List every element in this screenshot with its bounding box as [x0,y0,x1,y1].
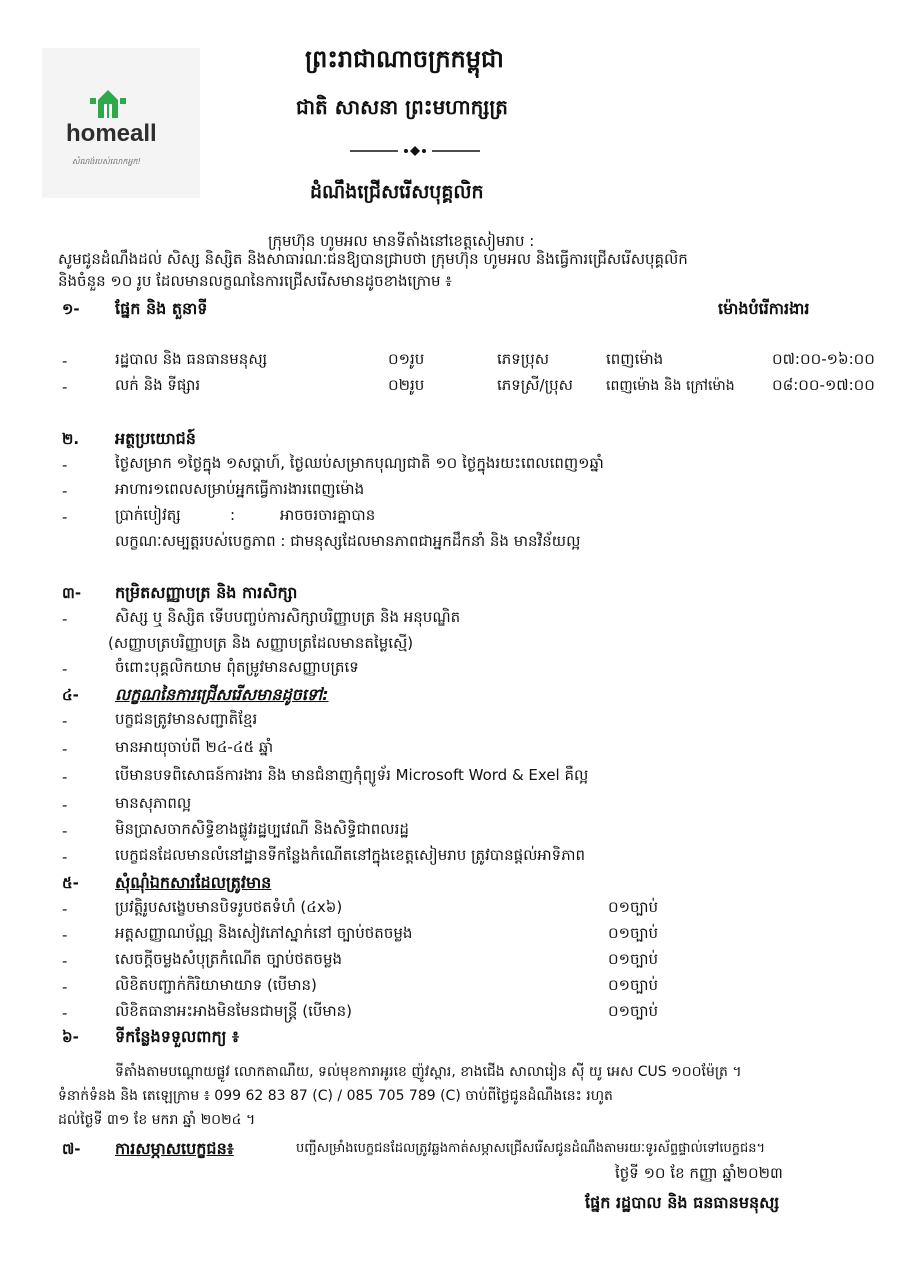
row-2-gender: ភេទស្រី/ប្រុស [497,376,573,394]
row-1-hours: ០៧:០០-១៦:០០ [772,350,875,368]
ornament-divider [350,144,480,158]
section-1-heading: ផ្នែក និង តួនាទី [115,299,208,318]
document-qty-1: ០១ច្បាប់ [608,898,659,916]
benefit-bullet-1: - [62,456,68,474]
criteria-bullet-6: - [62,848,68,866]
section-3-number: ៣- [62,584,82,602]
education-item-2: ចំពោះបុគ្គលិកយាម ពុំតម្រូវមានសញ្ញាបត្រទេ [115,658,359,676]
education-bullet-2: - [62,660,68,678]
contact-line: ទំនាក់ទំនង និង តេឡេក្រាម ៖ 099 62 83 87 (C) / 085 705 789 (C) ចាប់ពីថ្ងៃជូនដំណឹងនេះ រហូត [58,1088,613,1104]
document-qty-5: ០១ច្បាប់ [608,1002,659,1020]
working-hours-heading: ម៉ោងបំរើការងារ [718,299,810,318]
document-bullet-3: - [62,952,68,970]
logo-tagline: សំណង់របស់លោកអ្នក! [72,157,141,166]
section-6-number: ៦- [62,1028,79,1046]
document-item-1: ប្រវត្តិរូបសង្ខេបមានបិទរូបថតទំហំ (៤x៦) [115,898,343,916]
section-2-number: ២. [62,430,80,448]
row-1-type: ពេញម៉ោង [606,350,664,368]
salary-value: អាចចរចារគ្នាបាន [280,506,376,524]
document-qty-2: ០១ច្បាប់ [608,924,659,942]
intro-line-2: សូមជូនដំណឹងដល់ សិស្ស និស្សិត និងសាធារណៈជនឱ្យបានជ្រាបថា ក្រុមហ៊ុន ហូមអល និងធ្វើការជ្រើសរើសបុគ្គលិក [58,250,688,268]
document-item-3: សេចក្ដីចម្លងសំបុត្រកំណើត ច្បាប់ថតចម្លង [115,950,342,968]
criteria-item-5: មិនប្រាសចាកសិទ្ធិខាងផ្លូវរដ្ឋប្បវេណី និងសិទ្ធិជាពលរដ្ឋ [115,820,409,838]
education-item-1-sub: (សញ្ញាបត្របរិញ្ញាបត្រ និង សញ្ញាបត្រដែលមានតម្លៃស្មើ) [108,634,414,652]
salary-label: ប្រាក់បៀវត្ស [115,506,181,524]
criteria-item-4: មានសុភាពល្អ [115,794,192,812]
salary-colon: : [230,506,236,524]
criteria-bullet-1: - [62,712,68,730]
section-2-heading: អត្ថប្រយោជន៍ [115,429,196,448]
section-1-number: ១- [62,300,80,318]
benefit-bullet-2: - [62,482,68,500]
national-motto: ជាតិ សាសនា ព្រះមហាក្សត្រ [296,95,508,119]
criteria-item-6: បេក្ខជនដែលមានលំនៅដ្ឋានទីកន្លែងកំណើតនៅក្នុងខេត្តសៀមរាប ត្រូវបានផ្ដល់អាទិភាព [115,846,586,864]
interview-text: បញ្ជីសម្រាំងបេក្ខជនដែលត្រូវឆ្លងកាត់សម្ភាសជ្រើសរើសជូនដំណឹងតាមរយៈទូរស័ព្ទផ្ទាល់ទៅបេក្ខជន។ [296,1141,766,1156]
row-1-gender: ភេទប្រុស [497,350,550,368]
benefit-item-1: ថ្ងៃសម្រាក ១ថ្ងៃក្នុង ១សប្ដាហ៍, ថ្ងៃឈប់សម្រាកបុណ្យជាតិ ១០ ថ្ងៃក្នុងរយះពេលពេញ១ឆ្នាំ [115,454,604,472]
section-5-number: ៥- [62,874,79,892]
document-item-2: អត្តសញ្ញាណប័ណ្ណ និងសៀវភៅស្នាក់នៅ ច្បាប់ថតចម្លង [115,924,413,942]
logo-wordmark: homeall [66,120,157,147]
criteria-item-2: មានអាយុចាប់ពី ២៤-៤៥ ឆ្នាំ [115,738,274,756]
document-bullet-2: - [62,926,68,944]
deadline-line: ដល់ថ្ងៃទី ៣១ ខែ មករា ឆ្នាំ ២០២៤ ។ [58,1112,256,1128]
criteria-bullet-3: - [62,768,68,786]
education-bullet-1: - [62,610,68,628]
document-item-4: លិខិតបញ្ជាក់កិរិយាមាយាទ (បើមាន) [115,976,317,994]
row-1-position: រដ្ឋបាល និង ធនធានមនុស្ស [115,350,268,368]
row-2-bullet: - [62,378,68,396]
row-2-hours: ០៨:០០-១៧:០០ [772,376,875,394]
document-date: ថ្ងៃទី ១០ ខែ កញ្ញា ឆ្នាំ២០២៣ [615,1164,783,1182]
row-1-count: ០១រូប [388,350,425,368]
intro-line-3: និងចំនួន ១០ រូប ដែលមានលក្ខណនៃការជ្រើសរើសមានដូចខាងក្រោម ៖ [58,272,452,290]
education-item-1: សិស្ស ឬ និស្សិត ទើបបញ្ចប់ការសិក្សាបរិញ្ញាបត្រ និង អនុបណ្ឌិត [115,608,461,626]
section-4-number: ៤- [62,686,79,704]
application-location: ទីតាំងតាមបណ្ដោយផ្លូវ លោកតាណឺយ, ទល់មុខការាអូរខេ ញ៉ូវស្ពារ, ខាងជើង សាលារៀន ស៊ី យូ អេស CUS ១០០ម៉ែត្រ ។ [115,1064,742,1080]
section-4-heading: លក្ខណនៃការជ្រើសរើសមានដូចទៅ: [115,685,329,704]
criteria-item-3: បើមានបទពិសោធន៍ការងារ និង មានជំនាញកុំព្យូទ័រ Microsoft Word & Exel គឺល្អ [115,766,589,784]
row-2-type: ពេញម៉ោង និង ក្រៅម៉ោង [606,378,735,394]
intro-line-1: ក្រុមហ៊ុន ហូមអល មានទីតាំងនៅខេត្តសៀមរាប : [268,232,535,250]
benefit-item-2: អាហារ១ពេលសម្រាប់អ្នកធ្វើការងារពេញម៉ោង [115,480,365,498]
candidate-qualities: លក្ខណៈសម្បត្តរបស់បេក្ខភាព : ជាមនុស្សដែលមានភាពជាអ្នកដឹកនាំ និង មានវិន័យល្អ [115,532,581,550]
section-3-heading: កម្រិតសញ្ញាបត្រ និង ការសិក្សា [115,583,298,602]
row-2-count: ០២រូប [388,376,425,394]
document-title: ដំណឹងជ្រើសរើសបុគ្គលិក [310,181,484,203]
company-logo [42,48,200,198]
section-7-number: ៧- [62,1140,81,1158]
document-bullet-4: - [62,978,68,996]
document-qty-4: ០១ច្បាប់ [608,976,659,994]
kingdom-heading: ព្រះរាជាណាចក្រកម្ពុជា [305,45,504,73]
document-qty-3: ០១ច្បាប់ [608,950,659,968]
criteria-bullet-5: - [62,822,68,840]
document-bullet-5: - [62,1004,68,1022]
section-6-heading: ទីកន្លែងទទួលពាក្យ ៖ [115,1027,240,1046]
row-1-bullet: - [62,352,68,370]
section-5-heading: សុំណុំឯកសារដែលត្រូវមាន [115,873,272,892]
criteria-item-1: បក្ខជនត្រូវមានសញ្ជាតិខ្មែរ [115,710,258,728]
salary-bullet: - [62,508,68,526]
row-2-position: លក់ និង ទីផ្សារ [115,376,201,394]
document-bullet-1: - [62,900,68,918]
signatory: ផ្នែក រដ្ឋបាល និង ធនធានមនុស្ស [585,1193,780,1212]
section-7-heading: ការសម្ភាសបេក្ខជន៖ [115,1139,234,1158]
document-item-5: លិខិតធានាអះអាងមិនមែនជាមន្ត្រី (បើមាន) [115,1002,353,1020]
house-icon [90,86,126,120]
criteria-bullet-2: - [62,740,68,758]
criteria-bullet-4: - [62,796,68,814]
